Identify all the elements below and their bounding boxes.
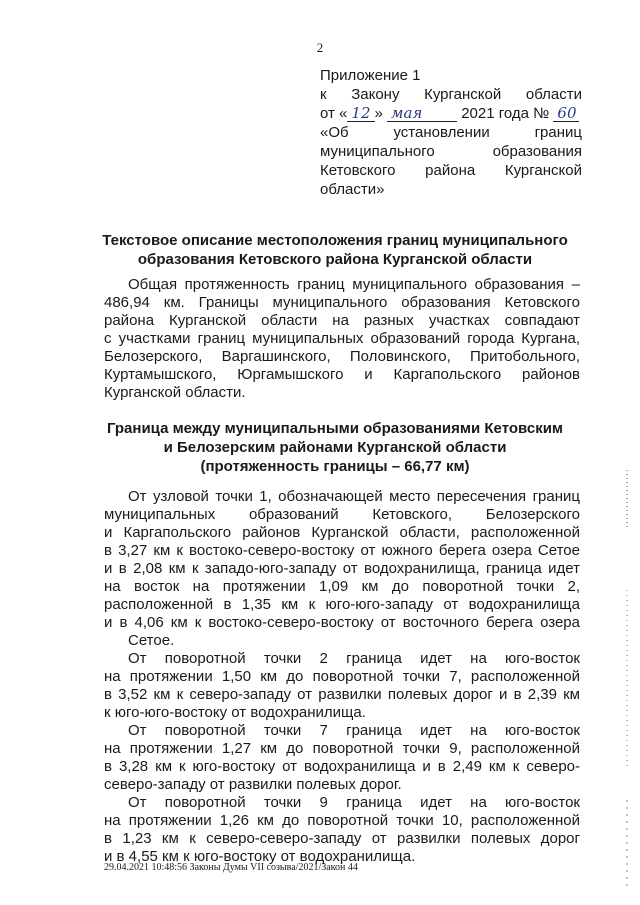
appendix-date-line bbox=[320, 104, 582, 123]
intro-paragraph bbox=[104, 276, 580, 402]
text-line: на восток на протяжении 1,09 км до поворотной точки 2, bbox=[104, 578, 580, 595]
heading-line: (протяженность границы – 66,77 км) bbox=[200, 458, 470, 475]
text-line: в 3,52 км к северо-западу от развилки полевых дорог и в 2,39 км bbox=[104, 686, 580, 703]
text-line: на протяжении 1,26 км до поворотной точки 10, расположенной bbox=[104, 812, 580, 829]
margin-scan-marks bbox=[622, 470, 632, 890]
appendix-region-line: области» bbox=[320, 181, 385, 198]
text-line: Общая протяженность границ муниципального образования – bbox=[128, 276, 580, 293]
heading-line: и Белозерским районами Курганской области bbox=[163, 439, 507, 456]
appendix-title: Приложение 1 bbox=[320, 67, 421, 84]
text-line: Курганской области. bbox=[104, 384, 246, 401]
text-line: расположенной в 1,35 км к юго-юго-западу от водохранилища bbox=[104, 596, 580, 613]
heading-line: Граница между муниципальными образованиями Кетовским bbox=[106, 420, 564, 437]
heading-line: Текстовое описание местоположения границ муниципального bbox=[102, 232, 568, 249]
handwritten-day: 12 bbox=[347, 105, 374, 122]
section-heading-border bbox=[80, 419, 590, 476]
text-line: От поворотной точки 2 граница идет на юго-восток bbox=[128, 650, 580, 667]
text-line: 486,94 км. Границы муниципального образования Кетовского bbox=[104, 294, 580, 311]
text-line: Куртамышского, Юргамышского и Каргапольского районов bbox=[104, 366, 580, 383]
section-heading-description bbox=[80, 231, 590, 269]
text-line: с участками границ муниципальных образований города Кургана, bbox=[104, 330, 580, 347]
text-line: От поворотной точки 7 граница идет на юго-восток bbox=[128, 722, 580, 739]
text-line: района Курганской области на разных участках совпадают bbox=[104, 312, 580, 329]
text-line: и в 4,55 км к юго-востоку от водохранилища. bbox=[104, 848, 416, 865]
text-line: Сетое. bbox=[128, 632, 175, 649]
text-line: в 3,28 км к юго-востоку от водохранилища и в 2,49 км к северо- bbox=[104, 758, 580, 775]
text-line: северо-западу от развилки полевых дорог. bbox=[104, 776, 402, 793]
appendix-law-line: к Закону Курганской области bbox=[320, 86, 582, 103]
text-line: на протяжении 1,50 км до поворотной точки 7, расположенной bbox=[104, 668, 580, 685]
text-line: муниципальных образований Кетовского, Белозерского bbox=[104, 506, 580, 523]
appendix-block bbox=[320, 66, 582, 199]
text-line: От поворотной точки 9 граница идет на юго-восток bbox=[128, 794, 580, 811]
handwritten-number: 60 bbox=[553, 105, 579, 122]
page-number: 2 bbox=[316, 40, 324, 55]
date-mid: » bbox=[374, 105, 383, 122]
heading-line: образования Кетовского района Курганской области bbox=[137, 251, 533, 268]
text-line: в 1,23 км к северо-северо-западу от развилки полевых дорог bbox=[104, 830, 580, 847]
appendix-municipal-line: муниципального образования bbox=[320, 143, 582, 160]
text-line: и в 2,08 км к западо-юго-западу от водохранилища, граница идет bbox=[104, 560, 580, 577]
date-prefix: от « bbox=[320, 105, 348, 122]
text-line: и в 4,06 км к востоко-северо-востоку от восточного берега озера bbox=[104, 614, 580, 631]
text-line: От узловой точки 1, обозначающей место пересечения границ bbox=[128, 488, 580, 505]
year-text: 2021 года № bbox=[461, 105, 550, 122]
text-line: в 3,27 км к востоко-северо-востоку от южного берега озера Сетое bbox=[104, 542, 580, 559]
text-line: Белозерского, Варгашинского, Половинского, Притобольного, bbox=[104, 348, 580, 365]
text-line: к юго-юго-востоку от водохранилища. bbox=[104, 704, 366, 721]
footer-stamp: 29.04.2021 10:48:56 Законы Думы VII созыва/2021/Закон 44 bbox=[104, 862, 358, 873]
border-description bbox=[104, 488, 580, 866]
appendix-about-line: «Об установлении границ bbox=[320, 124, 582, 141]
text-line: на протяжении 1,27 км до поворотной точки 9, расположенной bbox=[104, 740, 580, 757]
handwritten-month: мая bbox=[387, 105, 457, 122]
text-line: и Каргапольского районов Курганской области, расположенной bbox=[104, 524, 580, 541]
appendix-district-line: Кетовского района Курганской bbox=[320, 162, 582, 179]
